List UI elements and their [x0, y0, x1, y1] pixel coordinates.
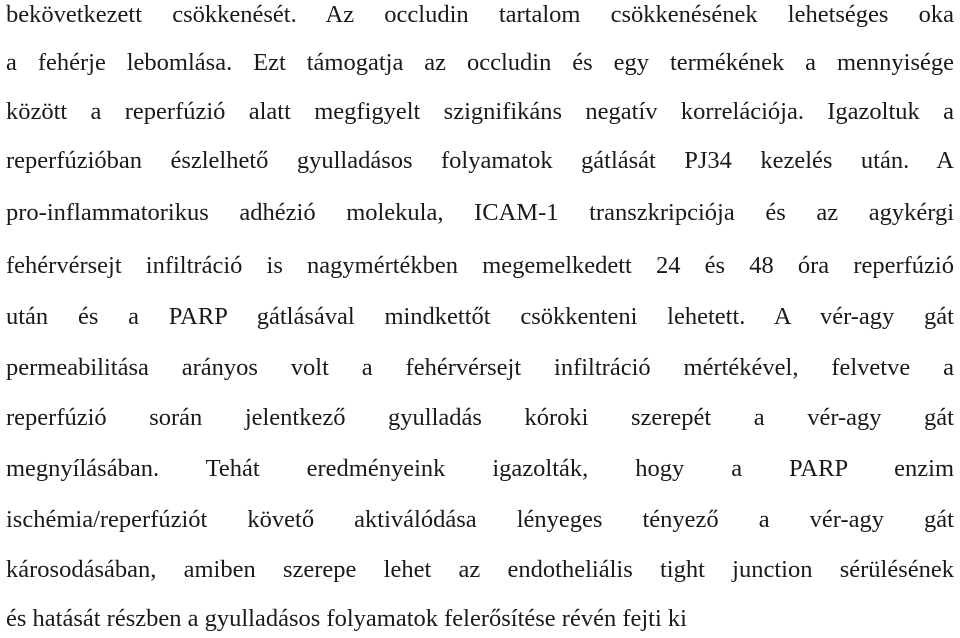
- paragraph-line-last: és hatását részben a gyulladásos folyamatok felerősítése révén fejti ki: [6, 605, 687, 632]
- paragraph-line: pro-inflammatorikus adhézió molekula, ICAM-1 transzkripciója és az agykérgi: [6, 199, 954, 226]
- paragraph-line: a fehérje lebomlása. Ezt támogatja az occludin és egy termékének a mennyisége: [6, 49, 954, 76]
- paragraph-line: ischémia/reperfúziót követő aktiválódása lényeges tényező a vér-agy gát: [6, 506, 954, 533]
- paragraph-line: fehérvérsejt infiltráció is nagymértékben megemelkedett 24 és 48 óra reperfúzió: [6, 252, 954, 279]
- paragraph-line: károsodásában, amiben szerepe lehet az endotheliális tight junction sérülésének: [6, 556, 954, 583]
- paragraph-line: permeabilitása arányos volt a fehérvérsejt infiltráció mértékével, felvetve a: [6, 354, 954, 381]
- paragraph-line: megnyílásában. Tehát eredményeink igazolták, hogy a PARP enzim: [6, 455, 954, 482]
- paragraph-line: bekövetkezett csökkenését. Az occludin tartalom csökkenésének lehetséges oka: [6, 1, 954, 28]
- paragraph-line: után és a PARP gátlásával mindkettőt csökkenteni lehetett. A vér-agy gát: [6, 303, 954, 330]
- paragraph-line: reperfúzió során jelentkező gyulladás kóroki szerepét a vér-agy gát: [6, 404, 954, 431]
- paragraph-line: között a reperfúzió alatt megfigyelt szignifikáns negatív korrelációja. Igazoltuk a: [6, 98, 954, 125]
- paragraph-line: reperfúzióban észlelhető gyulladásos folyamatok gátlását PJ34 kezelés után. A: [6, 147, 954, 174]
